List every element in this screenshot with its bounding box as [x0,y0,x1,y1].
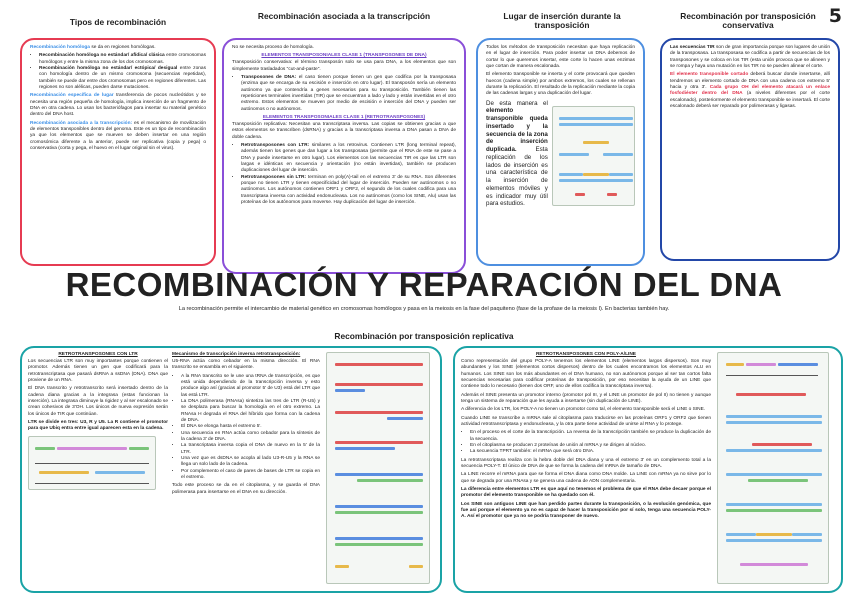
page-title: RECOMBINACIÓN Y REPARACIÓN DEL DNA [65,266,783,303]
tipos-p2-text: transferencia de pocos nucleótidos y se necesita una región pequeña de homología, implica inserción de un fragmento de DNA en otra cadena. Lo usan los bacteriófagos para insertar su material genético dentro del DNA host. [30,93,206,118]
ltr-column-2 [172,352,320,498]
poly-column-text [461,352,711,523]
reverse-transcription-diagram [326,352,430,584]
list-item [241,143,456,175]
transcripcion-list-2 [232,143,456,206]
poly-p4: Cuando LINE se transcribe a mRNA sale al citoplasma para traducirse en las proteínas ORF1 y ORF2 que tienen actividad retrotranscriptasa y endonucleasa, y la otra parte tiene actividad de unirse al RNA y lo protege. [461,415,711,427]
card-retrotransposones-ltr [20,346,442,593]
ltr-p3: LTR se divide en tres: U3, R y U5. La R contiene el promotor para que Ubiq entra entre igual aparecen esta en la cadena. [28,419,168,432]
heading-poly-a: RETROTRANSPOSONES CON POLY-A/LINE [535,352,637,357]
section-title-replicativa: Recombinación por transposición replicativa [334,331,514,341]
ltr-list [172,374,320,482]
transposicion-p1-text: son de gran importancia porque son lugares de unión de la transposasa. La transposasa se codifica a partir de secuencias de los transposones y se coloca en los TIR (esta unión provoca que se alineen y se rompa y haya una mutación en los TIR no se pueden alinear el corte. [670,45,830,69]
transcripcion-li1-text: el caso tienen porque tienen un gen que codifica por la transposasa (enzima que se encarga de su escisión e inserción en otro lugar). El transposón sería un elemento autónomo ya que contendría a genes necesarios para su transposición. También tienen las repeticiones terminales invertidas (TIR) que se encuentran a lado y lado y están invertidas en el otro extremo. Estos elementos se mueven por medio de escisión e inserción del DNA y pueden ser autónomos o no autónomos. [241,74,456,112]
card-recombinacion-transcripcion [222,38,466,274]
line-retrotransposition-diagram [717,352,829,584]
card-retrotransposones-poly-a [453,346,843,593]
section-title-lugar: Lugar de inserción durante la transposición [503,11,621,30]
lugar-p2: El elemento transponible se inserta y el corte provocará que queden huecos (cadena simple) por ambos extremos, los cuales se rellenan durante la replicación. El resultado de la replicación mediante la copia de las cadenas largas y una duplicación del lugar. [486,72,635,97]
section-title-transposicion: Recombinación por transposición conservativa [680,11,816,30]
transcripcion-p1: Transposición conservativa: el término transposón solo se usa para DNA, a los elementos que son simplemente trasladados "cut-and-paste". [232,60,456,72]
section-title-transcripcion: Recombinación asociada a la transcripción [257,11,431,21]
transposicion-p2b: deberá buscar donde insertarse, allí tendremos un elemento cortado de DNA con una cadena con extremo 5' hacia y otra 3'. [670,72,830,90]
heading-ltr: RETROTRANSPOSONES CON LTR [58,352,138,357]
card-tipos-recombinacion [20,38,216,266]
list-item: • En el proceso es el corte de la transcripción. La reversa de la transcripción también se produce la duplicación de la secuencia. [470,430,711,443]
transcripcion-li2-text: similares a los retrovirus. Contienen LTR (long terminal repeat), además tienen los genes que dan lugar a los transposasa (permite que el RNA de este se pase a DNA y puede insertarse en otro lugar). Los elementos con las secuencias TIR es que las LTR son largas e idénticas en secuencia y orientación (no están invertidas), también se producen duplicaciones del lugar de inserción. [241,142,456,174]
heading-mecanismo: Mecanismo de transcripción inversa retrotransposición: [172,352,301,357]
list-item: • A la RNA transcrito se le une una tRNA de transcripción, es que está unida dependiendo de la transcripción inversa y esto produce algo así (gracias al promotor 5' de U3) está del LTR que las está LTR. [181,374,320,399]
list-item [241,175,456,207]
ltr-column-3 [326,352,432,584]
poly-p2: Además el SINE presenta un promotor interno (promotor pol III, y el LINE un promotor de pol II) no tienen y aunque tenga un sistema de reparación que les ayuda a insertarse (sin duplicación de LINE). [461,392,711,404]
heading-clase-2: ELEMENTOS TRANSPOSONIALES CLASE 1 (TRANSPOSONES DE DNA) [261,53,427,59]
lugar-p3c: y la secuencia de la zona de inserción duplicada. [486,122,548,154]
ltr-p5: Todo este proceso se da en el citoplasma, y se guarda el DNA polimerasa para insertarse en el DNA en su dirección. [172,483,320,495]
transcripcion-p2: Transposición replicativa: Necesitan una transcriptasa inversa. Las copias se obtienen gracias a que estos elementos se transcriben (dsRNA) y gracias a la transcriptasa inversa a DNA pasan a DNA de doble cadena. [232,121,456,140]
ltr-p2: El DNA transcrito y retrotranscrito será insertado dentro de la cadena diana gracias a la integrasa (estas funcionan la inserción). La integrasa diminuye la rigidez y al ser escalonado se crean cohesivos de 3'OH. Los únicos de nueva expresión serán los únicos de TIR que continúan. [28,386,168,417]
term-sin-ltr: Retrotransposones sin LTR: [241,174,307,180]
page-number: 5 [828,5,842,27]
list-item: • La secuencia TPRT también: el mRNA que será otro DNA. [470,449,711,455]
term-elemento-cortado: El elemento transponible cortado [670,72,749,78]
card-lugar-insercion [476,38,645,266]
list-item: • La DNA polimerasa (RNAsa) sintetiza las tres de LTR (R-U5) y se desplaza para buscar la homología en el otro extremo. La RNAsa H degrada el RNA del híbrido que forma con la cadena de DNA. [181,399,320,424]
tipos-p2 [30,93,206,118]
ltr-p1: Los secuencias LTR son muy importantes porque contienen el promotor. Además tienen un gen que codificará para la retrotranscriptasa que pasará dsRNA a ssDNA (DNA). DNA que proviene de un RNA. [28,359,168,383]
intro-text: La recombinación permite el intercambio de material genético en cromosomas homólogos y pasa en la meiosis en la fase del paquiteno (fase de la profase de la meiosis I). En bacterias también hay. [178,306,670,312]
ltr-column-1 [28,352,168,490]
tipos-p3 [30,121,206,153]
list-item: • En el citoplasma se producen 2 proteínas de unión al mRNA y se dirigen al núcleo. [470,443,711,449]
poly-p6: La LINE recorre el mRNA para que se forma el DNA diana como DNA molde. La LINE con mRNA ya no sirve por lo que se degrada por una RNAsa y se genera una cadena de ADN complementaria. [461,472,711,484]
term-grupo-oh: Cada grupo OH del elemento atacará un enlace fosfodiéster dentro del DNA [670,84,830,97]
tipos-p3-text: es el mecanismo de movilización de elementos transponibles dentro del genoma. Este es un tipo de recombinación ya que los elementos que se mueven se deben insertar en una región cromosómica diferente a la anterior, puede ser replicativa (copia y pega) o conservativa (corta y pega, el huevo en el lugar original sin el virus). [30,120,206,151]
tipos-li2-text: entre zonas con homología dentro de un mismo cromosoma (secuencias repetidas), también se puede dar entre dos cromosomas pero en regiones diferentes. Las regiones no son alélicas, pueden darse mutaciones. [39,65,206,90]
insertion-diagram [552,106,635,206]
tipos-li1-text: entre cromosomas homólogos y entre la misma zona de los dos cromosomas. [39,53,206,65]
tipos-p1-text: se da en regiones homólogas. [91,45,156,50]
poly-p5: La retrotranscriptasa realiza con la hebra doble del DNA diana y una el extremo 3' en un complemento total a la secuencia POLY-T. El único de DNA de que se forma la cadena del mRNA de tamaño de DNA. [461,457,711,469]
lugar-p3a: De esta manera el [486,99,548,107]
tipos-li1-term: Recombinación homóloga no estándar/ afídica/ clásica [39,53,165,59]
lugar-p1: Todos los métodos de transposición necesitan que haya replicación en el lugar de inserción. Para poder insertar un DNA debemos de cortar lo que queremos insertar, este corte lo hacen unas enzimas que cortan de manera escalonada. [486,45,635,69]
section-title-tipos: Tipos de recombinación [69,17,167,27]
tipos-p1 [30,45,206,51]
transcripcion-intro: No se necesita proceso de homología. [232,45,314,50]
list-item [241,75,456,113]
poly-column-figure [717,352,831,584]
poly-list [461,430,711,455]
ltr-diagram [28,436,156,490]
ltr-p4: U5-RNA actúa como cebador en la misma dirección. El RNA transcrito se ensambla en el siguiente. [172,359,320,371]
list-item: • Una secuencia en RNA actúa como cebador para la síntesis de la cadena 3' de DNA. [181,431,320,444]
list-item: • Por complemento el caso de pares de bases de LTR se copia en el extremo. [181,469,320,482]
transposicion-p1 [670,45,830,70]
list-item: • La transcriptasa inversa copia el DNA de nuevo en la 5' de la LTR. [181,443,320,456]
list-item: • Una vez que es dsDNA se acopla al lado U3-R-U5 y la RNA se llega un solo lado de la cadena. [181,456,320,469]
transcripcion-list-1 [232,75,456,113]
term-tir: Las secuencias TIR [670,45,715,50]
card-transposicion-conservativa [660,38,840,261]
poly-p8: Los SINE son antiguos LINE que han perdido partes durante la transposición, o la evolución genómica, que fue así porque el elemento ya no es capaz de hacer la transposición por sí solo, tenga una secuencia POLY-A. Así el promotor que ya no se podría transponer de nuevo. [461,501,711,520]
transposicion-p2d: (a niveles diferentes por el corte escalonado), posteriormente el elemento transponible se insertará. El corte escalonado deberá ser reparado por polimerasas y ligasas. [670,91,830,109]
tipos-li2-term: Recombinación homóloga no estándar/ ectópica/ desigual [39,65,178,71]
term-transposones-dna: Transposones de DNA: [241,74,297,80]
poly-p1: Como representación del grupo POLY-A tenemos los elementos LINE (elementos largos dispersos). Son muy abundantes y los SINE (elementos cortos dispersos) dentro de los cuales encontramos los elementos ALU en humanos. Los SINE son los más abundantes en el DNA humano, no son autónomos porque al ser tan cortos falta secuencias necesarias para codificar proteínas de transposición, por eso necesitan la ayuda de un LINE que contiene todo lo necesario (tienen dos ORF, uno de ellos codifica la transcriptasa inversa). [461,359,711,390]
term-transcripcion: Recombinación asociada a la transcripción: [30,120,133,126]
list-item [39,66,206,91]
term-ltr: Retrotransposones con LTR: [241,142,310,148]
poly-p7: La diferencia entre elementos LTR es que aquí no tenemos el problema de que el RNA debe decaer porque el promotor del elemento transponible se ha quedado con él. [461,486,711,499]
heading-clase-1: ELEMENTOS TRANSPOSONIALES CLASE 1 (RETROTRANSPOSONES) [262,114,426,120]
poly-p3: A diferencia de los LTR, los POLY-A no tienen un promotor como tal, el elemento transponible será el LINE o SINE. [461,407,706,413]
transcripcion-li3-text: terminan en poly(A)-tail en el extremo 3' de su RNA. Son diferentes porque no tienen LTR y tienen especificidad del lugar de inserción. Pueden ser autónomos o no autónomos. Los autónomos contienen ORF1 y ORF2, el segundo de los cuales codifica para una transcriptasa inversa con actividad endonucleasa. Los no autónomos (como los SINE, Alu) usan las proteínas de los autónomos para moverse. Hay duplicación del lugar de inserción. [241,174,456,205]
lugar-p3d: Esta replicación de los lados de inserción es una característica de la inserción de elementos móviles y es indicador muy útil para estudios. [486,146,548,208]
term-especifica: Recombinación específica de lugar [30,93,114,99]
tipos-list [30,53,206,91]
lugar-p3 [486,100,548,209]
list-item: • El DNA se elonga hasta el extremo 5'. [181,424,320,430]
list-item [39,53,206,66]
transposicion-p2 [670,72,830,110]
lugar-p3b: elemento transponible queda insertado [486,107,548,130]
term-homologa: Recombinación homóloga [30,45,90,50]
